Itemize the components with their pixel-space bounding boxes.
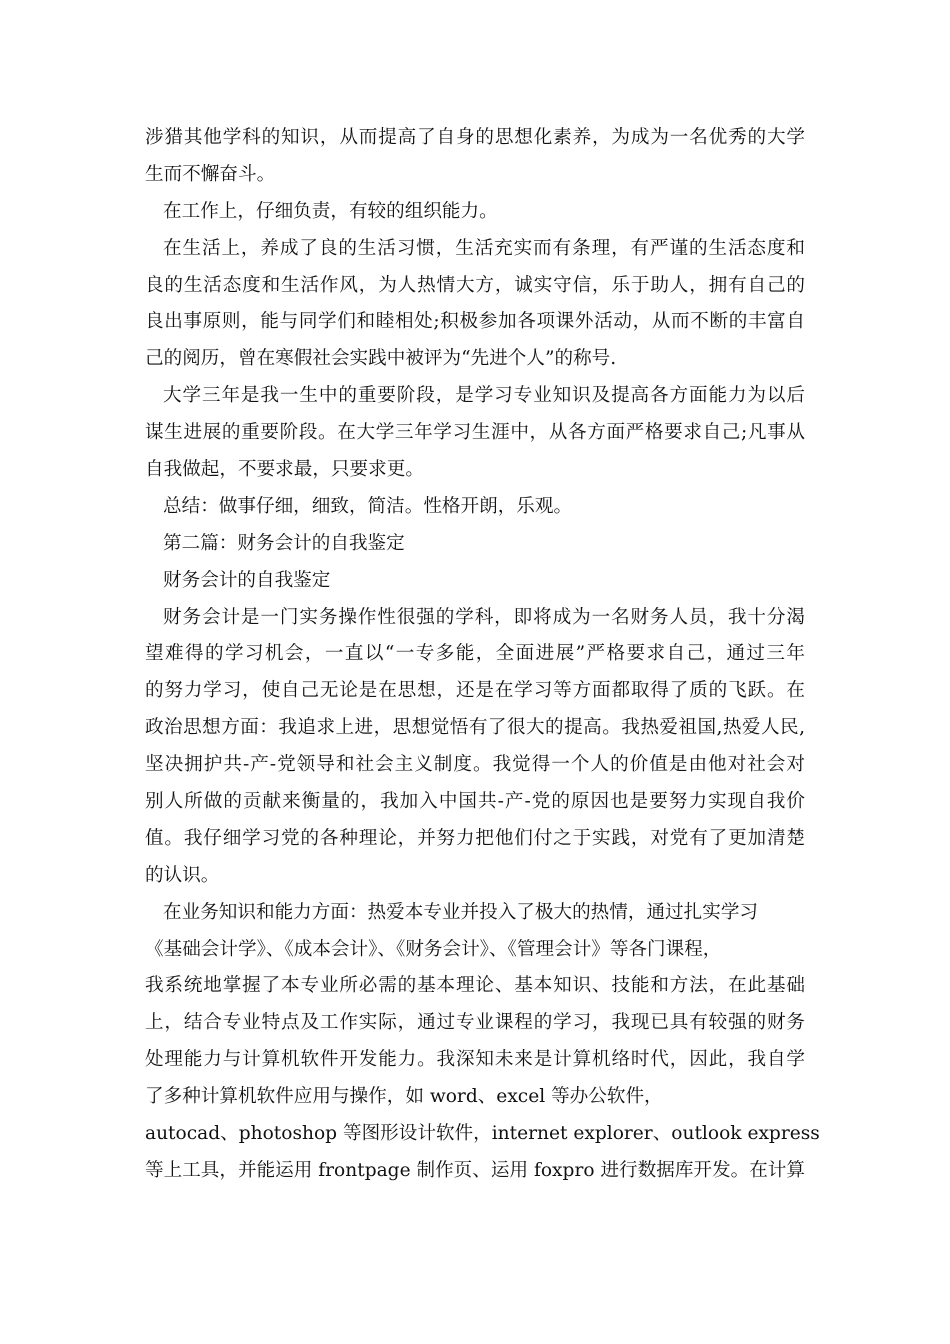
text-line-18: 坚决拥护共-产-党领导和社会主义制度。我觉得一个人的价值是由他对社会对 bbox=[145, 754, 805, 776]
text-line-10: 自我做起，不要求最，只要求更。 bbox=[145, 459, 424, 481]
text-line-4: 在生活上，养成了良的生活习惯，生活充实而有条理，有严谨的生活态度和 bbox=[163, 237, 805, 259]
text-line-5: 良的生活态度和生活作风，为人热情大方，诚实守信，乐于助人，拥有自己的 bbox=[145, 274, 805, 296]
text-line-26: 处理能力与计算机软件开发能力。我深知未来是计算机络时代，因此，我自学 bbox=[145, 1049, 805, 1071]
section-subtitle: 财务会计的自我鉴定 bbox=[163, 569, 331, 591]
text-line-2: 生而不懈奋斗。 bbox=[145, 163, 276, 185]
text-line-3: 在工作上，仔细负责，有较的组织能力。 bbox=[163, 200, 498, 222]
text-line-23: 《基础会计学》、《成本会计》、《财务会计》、《管理会计》等各门课程， bbox=[145, 938, 722, 960]
section-heading: 第二篇：财务会计的自我鉴定 bbox=[163, 532, 405, 554]
text-line-22: 在业务知识和能力方面：热爱本专业并投入了极大的热情，通过扎实学习 bbox=[163, 901, 759, 923]
text-line-28: autocad、photoshop 等图形设计软件，internet explorer、outlook express bbox=[145, 1123, 820, 1145]
text-line-27: 了多种计算机软件应用与操作，如 word、excel 等办公软件， bbox=[145, 1086, 663, 1108]
text-line-16: 的努力学习，使自己无论是在思想，还是在学习等方面都取得了质的飞跃。在 bbox=[145, 680, 805, 702]
text-line-25: 上，结合专业特点及工作实际，通过专业课程的学习，我现已具有较强的财务 bbox=[145, 1012, 805, 1034]
text-line-11: 总结：做事仔细，细致，简洁。性格开朗，乐观。 bbox=[163, 495, 573, 517]
text-line-21: 的认识。 bbox=[145, 864, 220, 886]
text-line-6: 良出事原则，能与同学们和睦相处;积极参加各项课外活动，从而不断的丰富自 bbox=[145, 311, 805, 333]
document-body bbox=[145, 120, 820, 1190]
text-line-14: 财务会计是一门实务操作性很强的学科，即将成为一名财务人员，我十分渴 bbox=[163, 606, 805, 628]
text-line-24: 我系统地掌握了本专业所必需的基本理论、基本知识、技能和方法，在此基础 bbox=[145, 975, 805, 997]
text-line-7: 己的阅历，曾在寒假社会实践中被评为“先进个人”的称号. bbox=[145, 348, 617, 370]
text-line-9: 谋生进展的重要阶段。在大学三年学习生涯中，从各方面严格要求自己;凡事从 bbox=[145, 422, 805, 444]
text-line-1: 涉猎其他学科的知识，从而提高了自身的思想化素养，为成为一名优秀的大学 bbox=[145, 127, 805, 148]
text-line-15: 望难得的学习机会，一直以“一专多能，全面进展”严格要求自己，通过三年 bbox=[145, 643, 805, 665]
text-line-29: 等上工具，并能运用 frontpage 制作页、运用 foxpro 进行数据库开发。在计算 bbox=[145, 1159, 805, 1181]
text-line-20: 值。我仔细学习党的各种理论，并努力把他们付之于实践，对党有了更加清楚 bbox=[145, 827, 805, 849]
text-line-19: 别人所做的贡献来衡量的，我加入中国共-产-党的原因也是要努力实现自我价 bbox=[145, 791, 805, 813]
text-line-8: 大学三年是我一生中的重要阶段，是学习专业知识及提高各方面能力为以后 bbox=[163, 385, 805, 407]
text-line-17: 政治思想方面：我追求上进，思想觉悟有了很大的提高。我热爱祖国,热爱人民, bbox=[145, 717, 805, 739]
